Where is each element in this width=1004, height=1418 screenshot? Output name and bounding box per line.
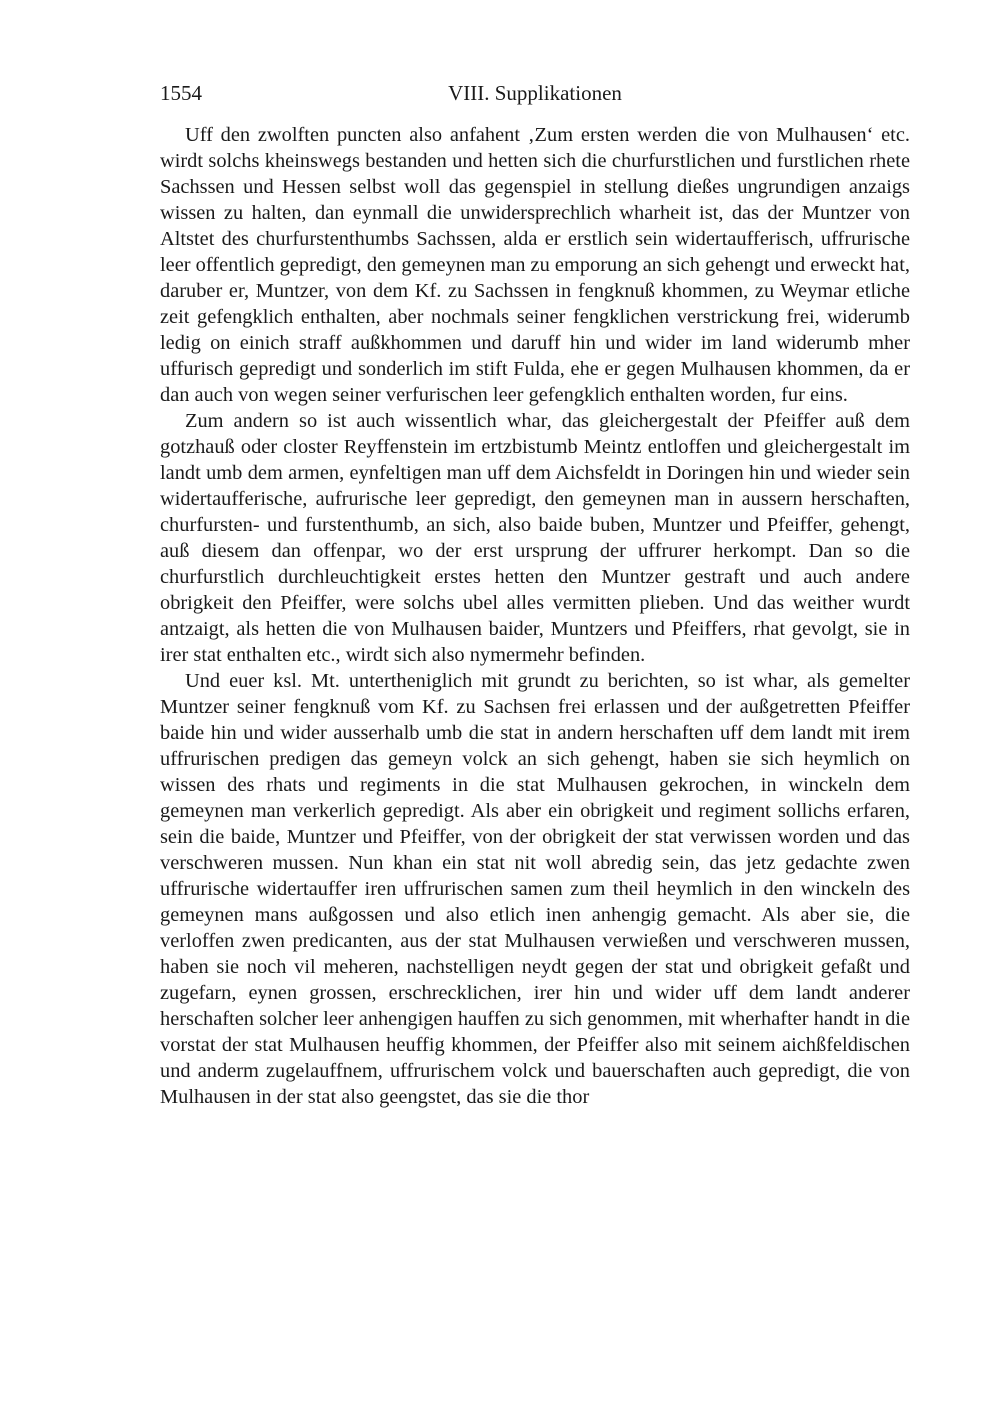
running-header [160,78,910,108]
paragraph-2: Zum andern so ist auch wissentlich whar, das gleichergestalt der Pfeiffer auß dem gotzhauß oder closter Reyffenstein im ertzbistumb Meintz entloffen und gleichergestalt im landt umb dem armen, eynfeltigen man uff dem Aichsfeldt in Doringen hin und wieder sein widertaufferische, aufrurische leer gepredigt, den gemeynen man in aussern herschaften, churfursten- und furstenthumb, an sich, also baide buben, Muntzer und Pfeiffer, gehengt, auß diesem dan offenpar, wo der erst ursprung der uffrurer herkompt. Dan so die churfurstlich durchleuchtigkeit erstes hetten den Muntzer gestraft und auch andere obrigkeit den Pfeiffer, were solchs ubel alles vermitten plieben. Und das weither wurdt antzaigt, als hetten die von Mulhausen baider, Muntzers und Pfeiffers, rhat gevolgt, sie in irer stat enthalten etc., wirdt sich also nymermehr befinden. [160,410,910,666]
paragraph-1: Uff den zwolften puncten also anfahent ‚Zum ersten werden die von Mulhausen‘ etc. wirdt solchs kheinswegs bestanden und hetten sich die churfurstlichen und furstlichen rhete Sachssen und Hessen selbst woll das gegenspiel in stellung dießes ungrundigen anzaigs wissen zu halten, dan eynmall die unwidersprechlich wharheit ist, das der Muntzer von Altstet des churfurstenthumbs Sachssen, alda er erstlich sein widertaufferisch, uffrurische leer offentlich gepredigt, den gemeynen man zu emporung an sich gehengt und erweckt hat, daruber er, Muntzer, von dem Kf. zu Sachssen in fengknuß khommen, zu Weymar etliche zeit gefengklich enthalten, aber nochmals seiner fengklichen verstrickung frei, widerumb ledig on einich straff außkhommen und daruff hin und wider im land widerumb mher uffurisch gepredigt und sonderlich im stift Fulda, ehe er gegen Mulhausen khommen, da er dan auch von wegen seiner verfurischen leer gefengklich enthalten worden, fur eins. [160,124,910,406]
page-number: 1554 [160,81,202,105]
body-text [160,122,910,1110]
section-title: VIII. Supplikationen [448,81,622,105]
paragraph-3: Und euer ksl. Mt. untertheniglich mit grundt zu berichten, so ist whar, als gemelter Muntzer seiner fengknuß vom Kf. zu Sachsen frei erlassen und der außgetretten Pfeiffer baide hin und wider ausserhalb umb die stat in andern herschaften uff dem landt mit irem uffrurischen predigen das gemeyn volck an sich gehengt, haben sie sich heymlich on wissen des rhats und regiments in die stat Mulhausen gekrochen, in winckeln dem gemeynen man verkerlich gepredigt. Als aber ein obrigkeit und regiment sollichs erfaren, sein die baide, Muntzer und Pfeiffer, von der obrigkeit der stat verwissen worden und das verschweren mussen. Nun khan ein stat nit woll abredig sein, das jetz gedachte zwen uffrurische widertauffer iren uffrurischen samen zum theil heymlich in den winckeln des gemeynen mans außgossen und also etlich inen anhengig gemacht. Als aber sie, die verloffen zwen predicanten, aus der stat Mulhausen verwießen und verschweren mussen, haben sie noch vil meheren, nachstelligen neydt gegen der stat und obrigkeit gefaßt und zugefarn, eynen grossen, erschrecklichen, irer hin und wider uff dem landt anderer herschaften solcher leer anhengigen hauffen zu sich genommen, mit wherhafter handt in die vorstat der stat Mulhausen heuffig khommen, der Pfeiffer also mit seinem aichßfeldischen und anderm zugelauffnem, uffrurischem volck und bauerschaften auch gepredigt, die von Mulhausen in der stat also geengstet, das sie die thor [160,670,910,1108]
document-page [160,78,910,1110]
